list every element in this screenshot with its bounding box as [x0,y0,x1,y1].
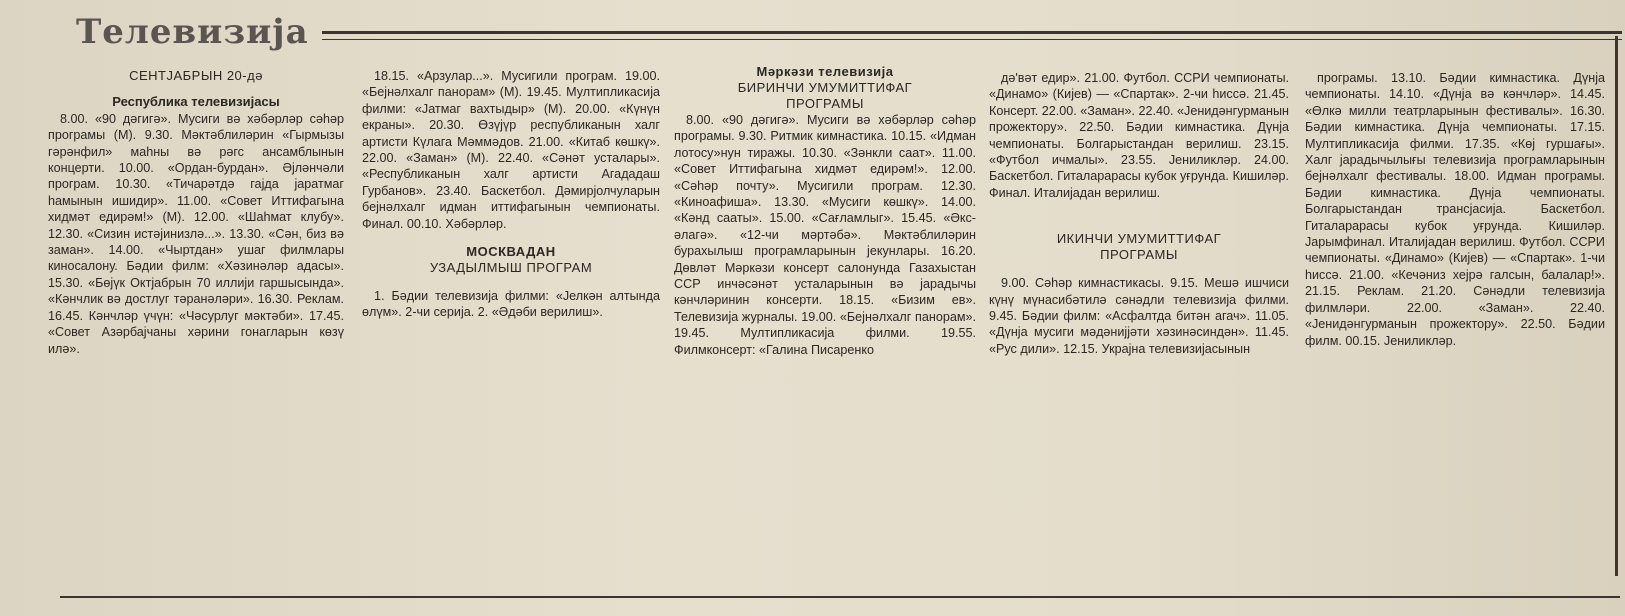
second-program-schedule-continued: програмы. 13.10. Бәдии кимнастика. Дүнја чемпионаты. 14.10. «Дүнја вә кәнчләр». 14.45. «Өлкә милли театрларынын фестивалы». 16.30. Бәдии кимнастика. Дүнја чемпионаты. 17.15. Мултипликасија филми. 17.35. «Көј гуршағы». Халг јарадычылығы телевизија програмларынын бејнәлхалг фестивалы. 18.00. Идман програмы. Бәдии кимнастика. Дүнја чемпионаты. Болгарыстандан трансјасија. Баскетбол. Гиталарарасы кубок уғрунда. Кишиләр. Јарымфинал. Италијадан верилиш. Футбол. ССРИ чемпионаты. «Динамо» (Кијев) — «Спартак». 1-чи һиссә. 21.00. «Кечәниз хејрә галсын, балалар!». 21.15. Реклам. 21.20. Сәнәдли телевизија филмләри. 22.00. «Заман». 22.40. «Јенидәнгурманын прожектору». 22.50. Бәдии филм. 00.15. Јениликләр. [1305,71,1605,348]
first-program-schedule-continued: дә'вәт едир». 21.00. Футбол. ССРИ чемпионаты. «Динамо» (Кијев) — «Спартак». 2-чи һиссә. 21.45. Консерт. 22.00. «Заман». 22.40. «Јенидәнгурманын прожектору». 22.50. Бәдии кимнастика. Дүнја чемпионаты. Болгарыстандан верилиш. 23.15. «Футбол ичмалы». 23.55. Јениликләр. 24.00. Баскетбол. Гиталарарасы кубок уғрунда. Кишиләр. Финал. Италијадан верилиш. [989,71,1289,200]
central-tv-heading: Мәркәзи телевизија [756,64,894,79]
column-2 [362,68,660,321]
moscow-subheading: УЗАДЫЛМЫШ ПРОГРАМ [429,260,593,276]
republic-tv-heading: Республика телевизијасы [112,94,280,110]
column-4 [989,70,1289,357]
column-5 [1305,70,1605,349]
bottom-rule [60,596,1620,598]
second-program-subheading: ПРОГРАМЫ [1100,247,1178,263]
section-title: Телевизија [76,12,309,52]
spacer [989,263,1289,275]
schedule-date: СЕНТЈАБРЫН 20-дә [129,68,263,83]
moscow-heading: МОСКВАДАН [466,244,556,260]
column-1 [48,64,344,357]
second-program-heading: ИКИНЧИ УМУМИТТИФАГ [1056,231,1222,247]
republic-tv-schedule-continued: 18.15. «Арзулар...». Мусигили програм. 19.00. «Бејнәлхалг панорам» (М). 19.45. Мултипликасија филми: «Јатмаг вахтыдыр» (М). 20.00. «Күнүн екраны». 20.30. Өзүјүр республиканын халг артисти Күлага Мәммәдов. 21.00. «Китаб көшкү». 22.00. «Заман» (М). 22.40. «Сәнәт усталары». «Республиканын халг артисти Агададаш Гурбанов». 23.40. Баскетбол. Дәмирјолчуларын бејнәлхалг идман иттифагынын чемпионаты. Финал. 00.10. Хәбәрләр. [362,69,660,231]
spacer [989,201,1289,231]
first-program-heading: БИРИНЧИ УМУМИТТИФАГ [737,80,913,95]
second-program-schedule-text: 9.00. Сәһәр кимнастикасы. 9.15. Мешә ишчиси күнү мүнасибәтилә сәнәдли телевизија филми. 9.45. Бәдии филм: «Асфалтда битән агач». 11.05. «Дүнја мусиги мәдәнијјәти хәзинәсиндән». 11.45. «Рус дили». 12.15. Украјна телевизијасынын [989,276,1289,356]
first-program-subheading: ПРОГРАМЫ [786,96,864,111]
header-rule [322,31,1622,40]
spacer [362,276,660,288]
first-program-schedule-text: 8.00. «90 дәгигә». Мусиги вә хәбәрләр сәһәр програмы. 9.30. Ритмик кимнастика. 10.15. «Идман лотосу»нун тиражы. 10.30. «Зәнкли саат». 11.00. «Совет Иттифагына хидмәт едирәм!». 12.00. «Сәһәр почту». Мусигили програм. 12.30. «Киноафиша». 13.30. «Мусиги көшкү». 14.00. «Кәнд сааты». 15.00. «Сағламлыг». 15.45. «Әкс-әлагә». «12-чи мәртәбә». Мәктәблиләрин бурахылыш програмларынын јекунлары. 16.20. Дөвләт Мәркәзи консерт салонунда Газахыстан ССР инчәсәнәт усталарынын вә јарадычы кәнчләринин консерти. 18.15. «Бизим ев». Телевизија журналы. 19.00. «Бејнәлхалг панорам». 19.45. Мултипликасија филми. 19.55. Филмконсерт: «Галина Писаренко [674,113,976,357]
right-border-rule [1615,36,1618,576]
moscow-schedule-text: 1. Бәдии телевизија филми: «Јелкән алтында өлүм». 2-чи серија. 2. «Әдәби верилиш». [362,289,660,320]
spacer [362,232,660,244]
republic-tv-schedule-text: 8.00. «90 дәгигә». Мусиги вә хәбәрләр сәһәр програмы (М). 9.30. Мәктәблиләрин «Гырмызы гәрәнфил» маһны вә рәгс ансамблынын концерти. 10.00. «Ордан-бурдан». Әјләнчәли програм. 10.30. «Тичарәтдә гајда јаратмаг һамынын ишидир». 11.00. «Совет Иттифагына хидмәт едирәм!» (М). 12.00. «Шаһмат клубу». 12.30. «Сизин истәјинизлә...». 13.30. «Сән, биз вә заман». 14.00. «Чыртдан» ушаг филмлары киносалону. Бәдии филм: «Хәзинәләр адасы». 15.30. «Бөјүк Октјабрын 70 иллији гаршысында». «Кәнчлик вә достлуг тәранәләри». 16.30. Реклам. 16.45. Кәнчләр үчүн: «Чәсурлуг мәктәби». 17.45. «Совет Азәрбајчаны хәрини гонагларын көзү илә». [48,111,344,356]
column-3 [674,64,976,358]
